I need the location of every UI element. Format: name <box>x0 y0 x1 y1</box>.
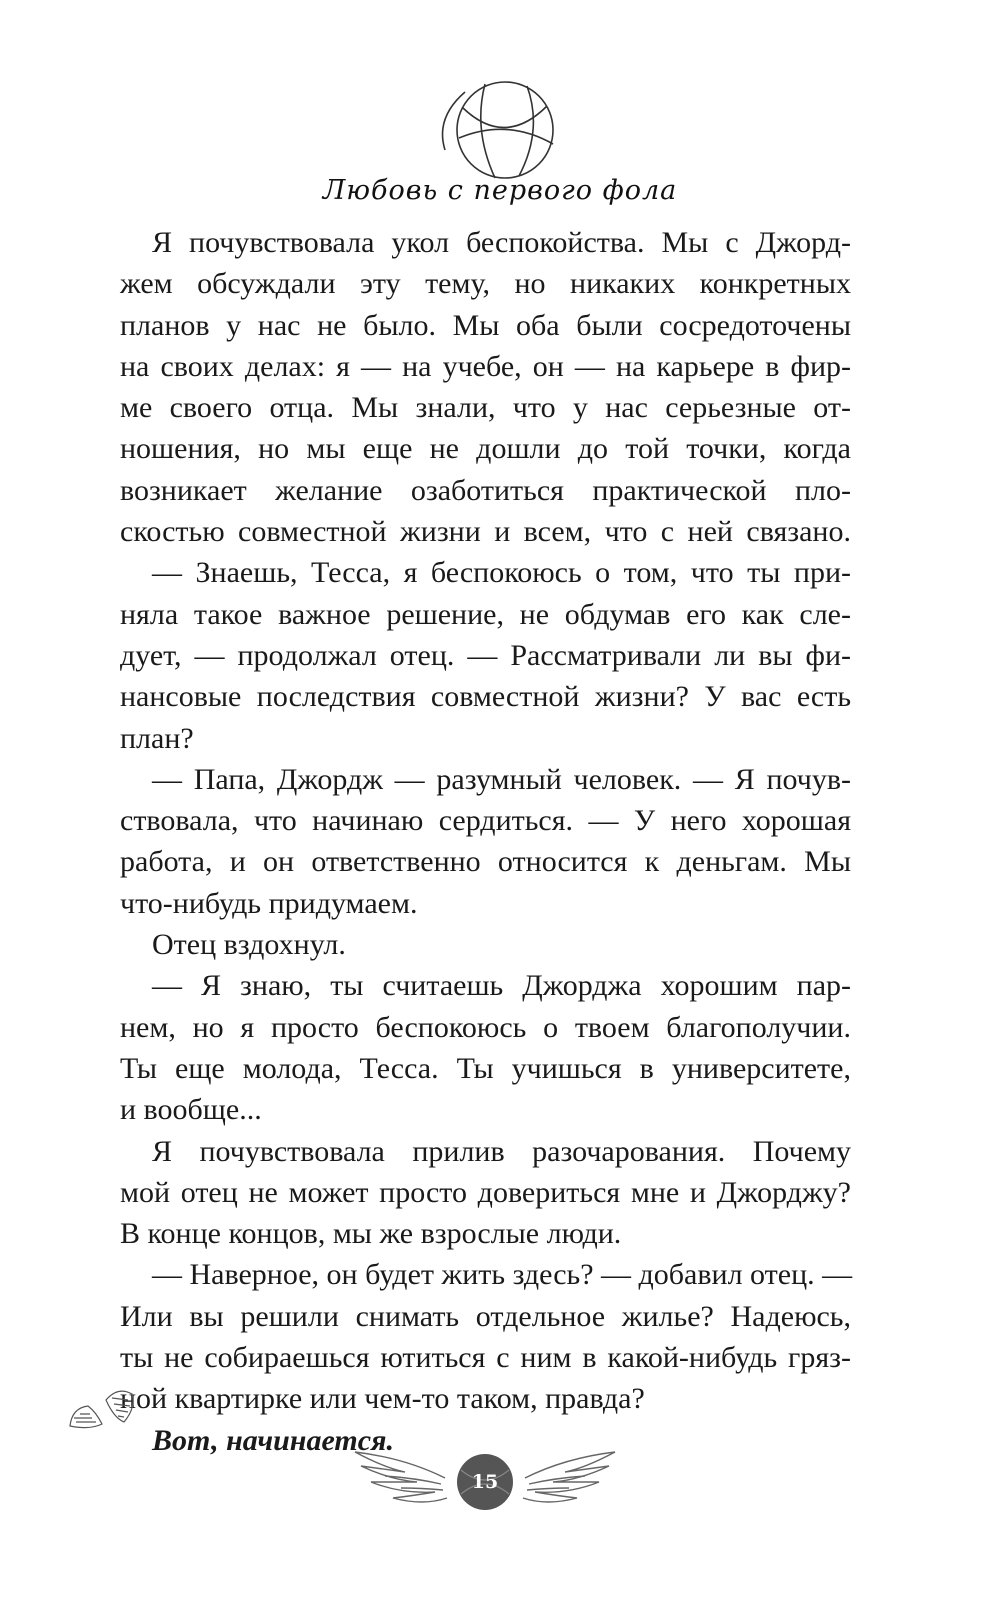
basketball-icon <box>415 78 590 188</box>
text-line: планов у нас не было. Мы оба были сосредоточены <box>120 308 851 342</box>
text-line: — Наверное, он будет жить здесь? — добавил отец. — <box>152 1258 853 1292</box>
text-line: план? <box>120 721 194 755</box>
text-line: ной квартирке или чем-то таком, правда? <box>120 1382 645 1416</box>
text-line: нансовые последствия совместной жизни? У вас есть <box>120 680 851 714</box>
page-number: 15 <box>471 1471 499 1493</box>
text-line: — Знаешь, Тесса, я беспокоюсь о том, что ты при- <box>152 556 851 590</box>
text-line: жем обсуждали эту тему, но никаких конкретных <box>120 267 851 301</box>
text-line: что-нибудь придумаем. <box>120 886 418 920</box>
paragraph <box>120 222 851 552</box>
text-line: ме своего отца. Мы знали, что у нас серьезные от- <box>120 391 851 425</box>
text-line: дует, — продолжал отец. — Рассматривали ли вы фи- <box>120 638 851 672</box>
text-line: Отец вздохнул. <box>152 928 346 962</box>
page-footer <box>345 1438 625 1538</box>
text-line: ношения, но мы еще не дошли до той точки, когда <box>120 432 851 466</box>
paragraph <box>120 552 851 758</box>
text-line: скостью совместной жизни и всем, что с ней связано. <box>120 515 851 549</box>
text-line: на своих делах: я — на учебе, он — на карьере в фир- <box>120 349 851 383</box>
text-line: В конце концов, мы же взрослые люди. <box>120 1217 622 1251</box>
text-line: — Папа, Джордж — разумный человек. — Я почув- <box>152 762 851 796</box>
closing-line: Вот, начинается. <box>152 1423 394 1457</box>
text-line: Я почувствовала укол беспокойства. Мы с Джорд- <box>152 226 851 259</box>
text-line: и вообще... <box>120 1093 262 1127</box>
running-title: Любовь с первого фола <box>322 175 678 206</box>
text-line: возникает желание озаботиться практической пло- <box>120 473 851 507</box>
paragraph <box>120 924 851 965</box>
page-body <box>120 222 851 1461</box>
text-line: нем, но я просто беспокоюсь о твоем благополучии. <box>120 1010 851 1044</box>
text-line: Ты еще молода, Тесса. Ты учишься в университете, <box>120 1051 851 1085</box>
text-line: Или вы решили снимать отдельное жилье? Надеюсь, <box>120 1299 851 1333</box>
text-line: — Я знаю, ты считаешь Джорджа хорошим пар- <box>152 969 851 1003</box>
paragraph <box>120 1254 851 1419</box>
text-line: няла такое важное решение, не обдумав его как сле- <box>120 597 851 631</box>
text-line: ствовала, что начинаю сердиться. — У него хорошая <box>120 804 851 838</box>
page-header <box>0 68 1000 208</box>
paragraph <box>120 1131 851 1255</box>
text-line: работа, и он ответственно относится к деньгам. Мы <box>120 845 851 879</box>
text-line: Я почувствовала прилив разочарования. Почему <box>152 1134 851 1168</box>
paragraph <box>120 759 851 924</box>
paragraph <box>120 965 851 1130</box>
text-line: мой отец не может просто довериться мне и Джорджу? <box>120 1175 851 1209</box>
sneaker-doodle-icon <box>62 1378 142 1438</box>
text-line: ты не собираешься ютиться с ним в какой-нибудь гряз- <box>120 1341 851 1375</box>
